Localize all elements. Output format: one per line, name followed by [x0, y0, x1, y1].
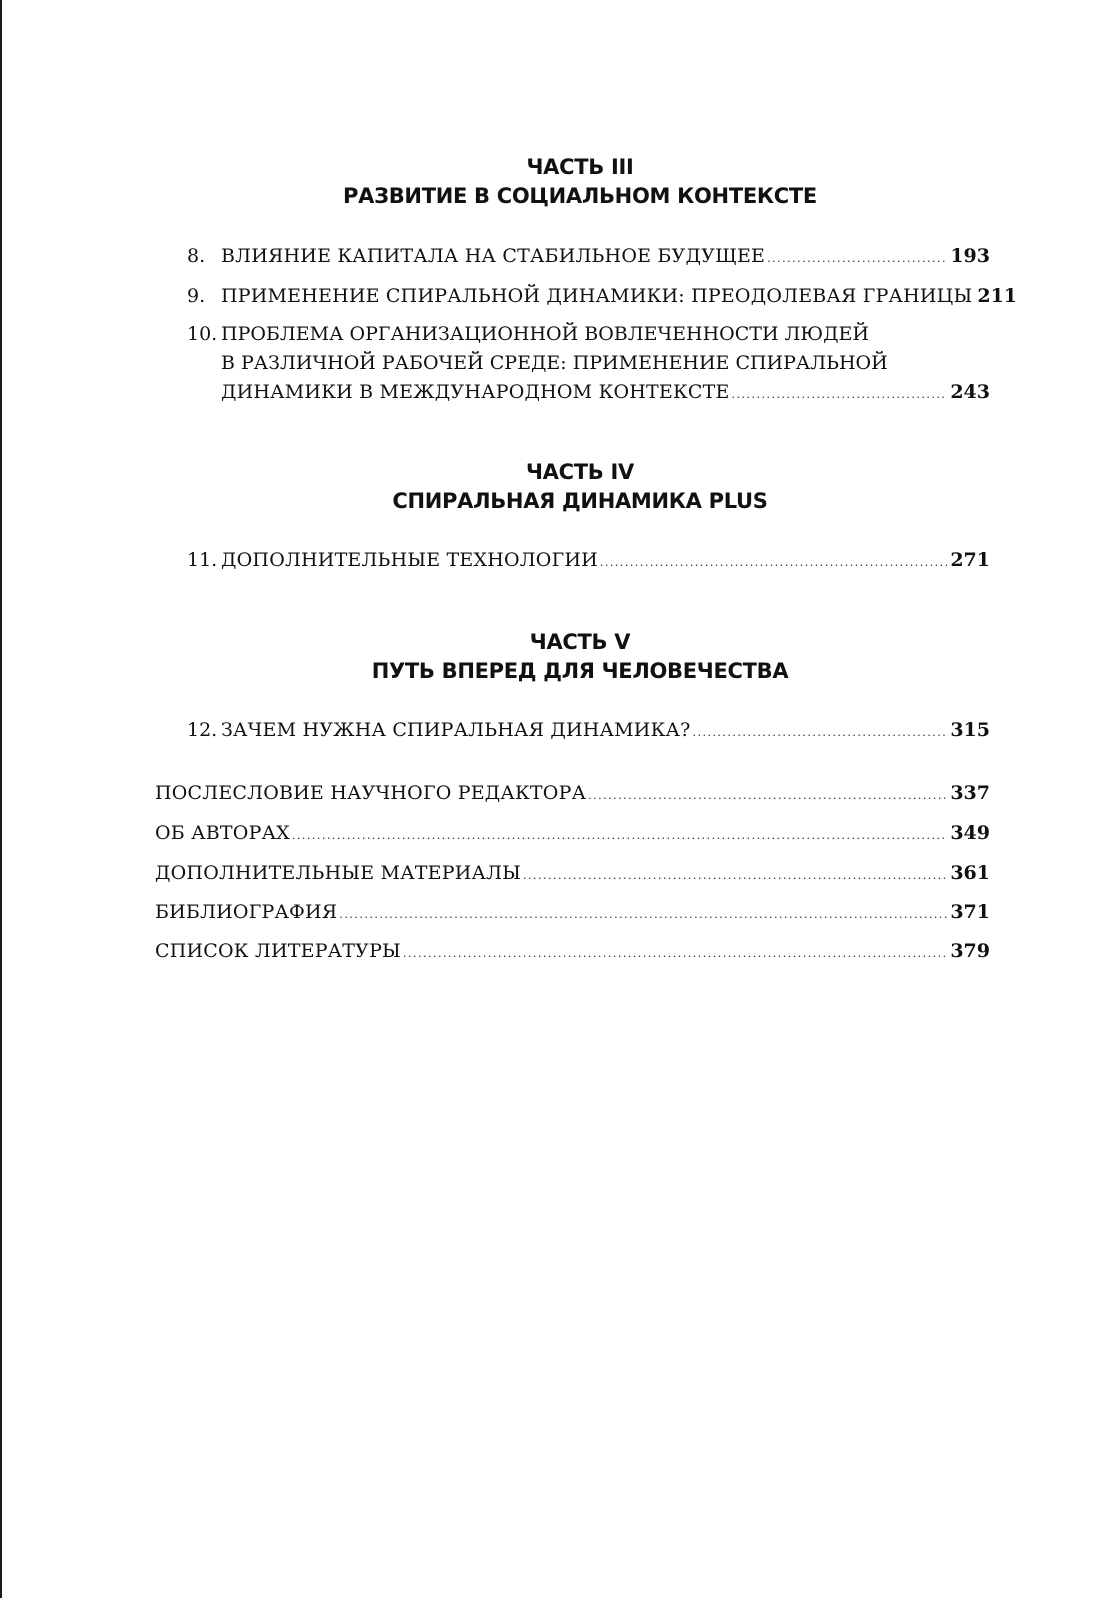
page-number: 337	[950, 782, 990, 804]
part-5-heading	[0, 628, 1120, 686]
chapter-number: 10.	[187, 323, 218, 345]
chapter-title-block	[221, 320, 990, 409]
chapter-title: ЗАЧЕМ НУЖНА СПИРАЛЬНАЯ ДИНАМИКА?	[221, 719, 691, 741]
entry-body	[155, 859, 990, 890]
dot-leader	[403, 939, 947, 968]
dot-leader	[600, 548, 947, 577]
part-3-title: РАЗВИТИЕ В СОЦИАЛЬНОМ КОНТЕКСТЕ	[343, 184, 817, 208]
toc-entry-afterword[interactable]	[155, 779, 990, 810]
page-number: 193	[950, 245, 990, 267]
dot-leader	[339, 900, 947, 929]
dot-leader	[692, 718, 947, 747]
page-number: 243	[950, 381, 990, 403]
toc-entry-chapter-11[interactable]	[187, 546, 990, 577]
chapter-title-line-3: ДИНАМИКИ В МЕЖДУНАРОДНОМ КОНТЕКСТЕ	[221, 381, 730, 403]
part-4-heading	[0, 458, 1120, 516]
chapter-title: ВЛИЯНИЕ КАПИТАЛА НА СТАБИЛЬНОЕ БУДУЩЕЕ	[221, 245, 766, 267]
toc-entry-chapter-10[interactable]	[187, 320, 990, 409]
page-number: 379	[950, 940, 990, 962]
page-border	[0, 0, 2, 1598]
entry-body	[221, 716, 990, 747]
page-number: 211	[977, 285, 1018, 307]
entry-title: ПОСЛЕСЛОВИЕ НАУЧНОГО РЕДАКТОРА	[155, 782, 587, 804]
toc-entry-about-authors[interactable]	[155, 819, 990, 850]
entry-body	[155, 937, 990, 968]
page-number: 271	[950, 549, 990, 571]
part-5-label: ЧАСТЬ V	[529, 630, 631, 654]
chapter-number: 8.	[187, 245, 206, 267]
chapter-title: ПРИМЕНЕНИЕ СПИРАЛЬНОЙ ДИНАМИКИ: ПРЕОДОЛЕВАЯ ГРАНИЦЫ	[221, 285, 973, 307]
toc-entry-chapter-8[interactable]	[187, 242, 990, 273]
entry-body	[155, 898, 990, 929]
dot-leader	[767, 244, 947, 273]
page-number: 315	[950, 719, 990, 741]
page-number: 371	[950, 901, 990, 923]
entry-body	[155, 819, 990, 850]
entry-title: СПИСОК ЛИТЕРАТУРЫ	[155, 940, 401, 962]
dot-leader	[523, 861, 947, 890]
page-number: 361	[950, 862, 990, 884]
part-3-heading	[0, 153, 1120, 211]
chapter-title-last-line	[221, 378, 990, 409]
dot-leader	[292, 821, 947, 850]
entry-body	[155, 779, 990, 810]
dot-leader	[732, 380, 948, 409]
toc-entry-references[interactable]	[155, 937, 990, 968]
part-5-title: ПУТЬ ВПЕРЕД ДЛЯ ЧЕЛОВЕЧЕСТВА	[371, 659, 789, 683]
toc-entry-chapter-12[interactable]	[187, 716, 990, 747]
entry-title: ДОПОЛНИТЕЛЬНЫЕ МАТЕРИАЛЫ	[155, 862, 522, 884]
entry-body	[221, 282, 1018, 313]
chapter-number: 12.	[187, 719, 218, 741]
chapter-title-line-2: В РАЗЛИЧНОЙ РАБОЧЕЙ СРЕДЕ: ПРИМЕНЕНИЕ СПИРАЛЬНОЙ	[221, 352, 888, 374]
entry-body	[221, 242, 990, 273]
dot-leader	[588, 781, 947, 810]
chapter-number: 11.	[187, 549, 218, 571]
entry-title: ОБ АВТОРАХ	[155, 822, 290, 844]
part-3-label: ЧАСТЬ III	[526, 155, 634, 179]
part-4-label: ЧАСТЬ IV	[526, 460, 634, 484]
chapter-title: ДОПОЛНИТЕЛЬНЫЕ ТЕХНОЛОГИИ	[221, 549, 598, 571]
chapter-title-line-1: ПРОБЛЕМА ОРГАНИЗАЦИОННОЙ ВОВЛЕЧЕННОСТИ ЛЮДЕЙ	[221, 323, 869, 345]
toc-entry-additional-materials[interactable]	[155, 859, 990, 890]
chapter-number: 9.	[187, 285, 206, 307]
entry-body	[221, 546, 990, 577]
part-4-title: СПИРАЛЬНАЯ ДИНАМИКА PLUS	[392, 489, 768, 513]
toc-entry-chapter-9[interactable]	[187, 282, 1018, 313]
entry-body	[221, 320, 990, 409]
entry-title: БИБЛИОГРАФИЯ	[155, 901, 338, 923]
page-number: 349	[950, 822, 990, 844]
toc-entry-bibliography[interactable]	[155, 898, 990, 929]
